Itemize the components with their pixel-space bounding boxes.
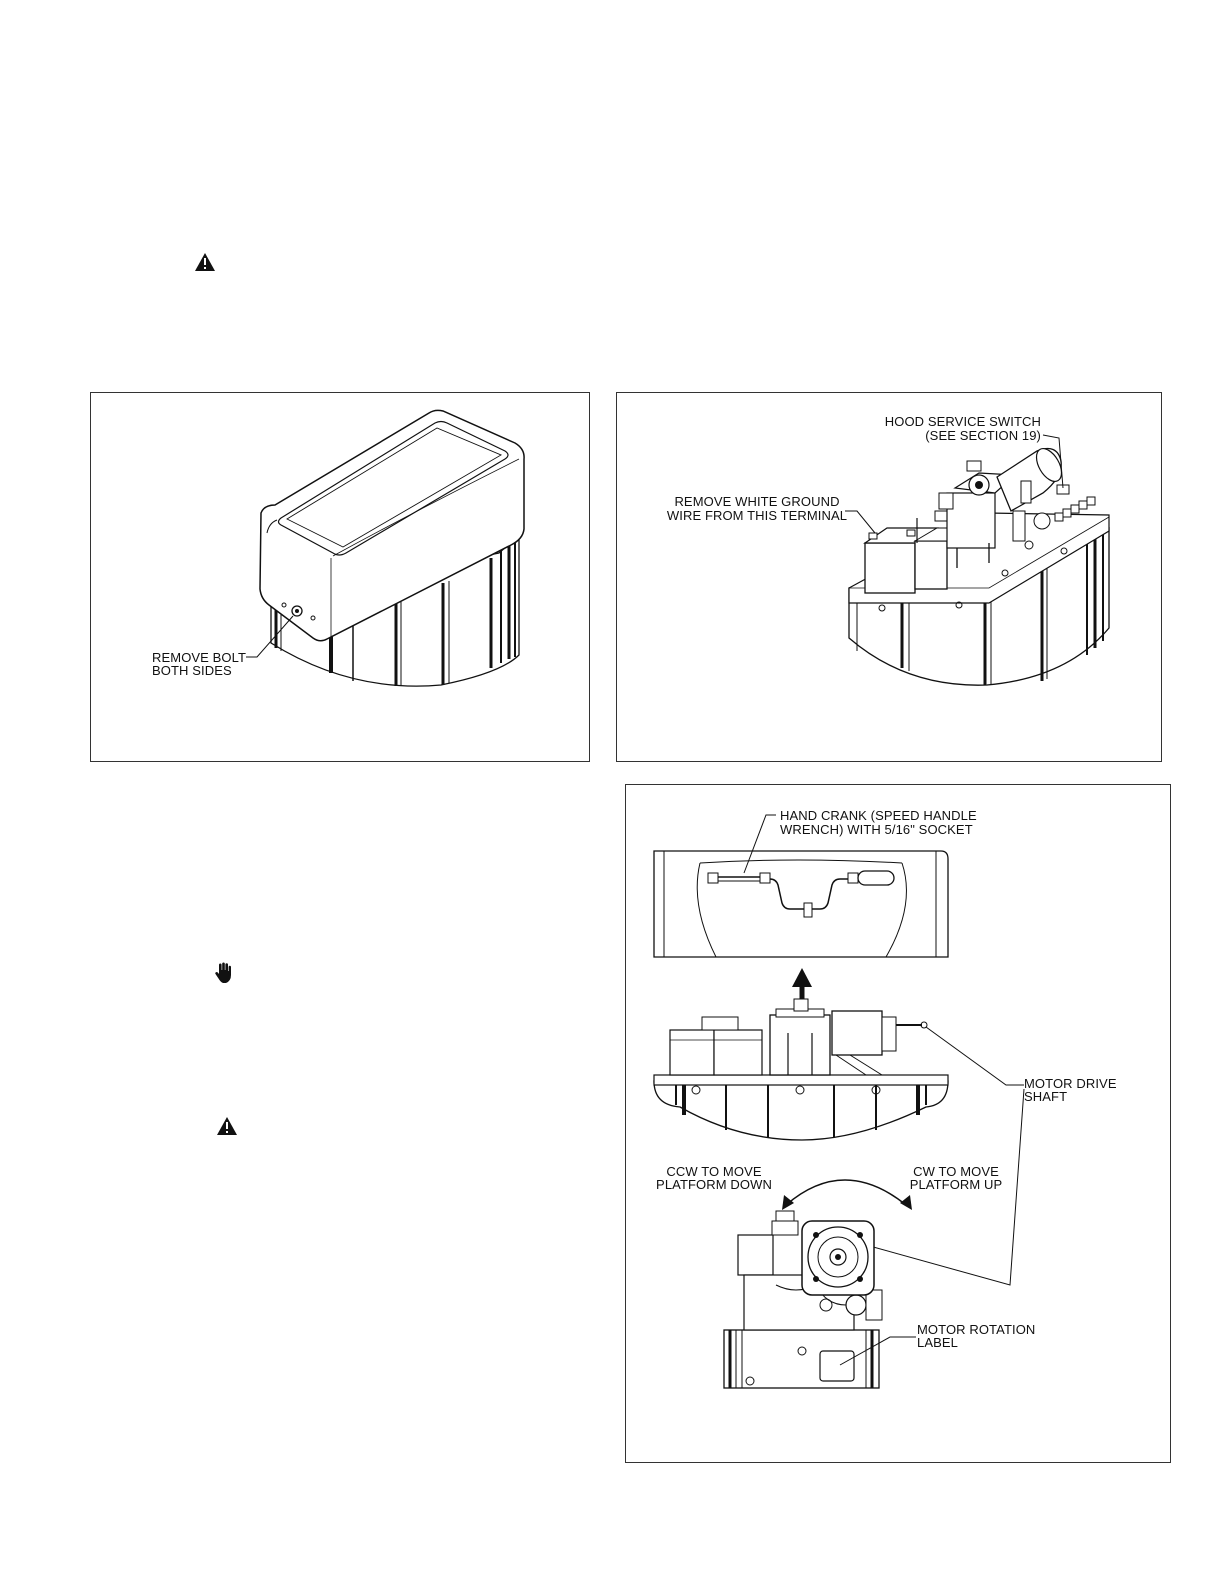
cw-label: CW TO MOVE xyxy=(913,1164,999,1179)
cw-label-2: PLATFORM UP xyxy=(909,1177,1003,1192)
motor-drive-shaft-label: MOTOR DRIVE xyxy=(1024,1076,1117,1091)
warning-triangle-icon xyxy=(194,252,216,272)
hand-crank-label-2: WRENCH) WITH 5/16" SOCKET xyxy=(780,822,973,837)
remove-bolt-label-2: BOTH SIDES xyxy=(152,663,232,678)
ccw-label: CCW TO MOVE xyxy=(666,1164,762,1179)
hood-service-switch-label: HOOD SERVICE SWITCH xyxy=(884,414,1041,429)
motor-rotation-label-2: LABEL xyxy=(917,1335,958,1350)
ground-wire-label: REMOVE WHITE GROUND xyxy=(674,494,840,509)
stop-hand-icon xyxy=(214,962,236,984)
hood-service-switch-label-2: (SEE SECTION 19) xyxy=(925,428,1041,443)
warning-triangle-icon xyxy=(216,1116,238,1136)
remove-bolt-label: REMOVE BOLT xyxy=(152,650,247,665)
ccw-label-2: PLATFORM DOWN xyxy=(656,1177,772,1192)
ground-wire-label-2: WIRE FROM THIS TERMINAL xyxy=(666,508,848,523)
hand-crank-drawing xyxy=(626,785,1172,1464)
pump-module-drawing xyxy=(617,393,1163,763)
figure-ground-wire xyxy=(616,392,1162,762)
hood-drawing xyxy=(91,393,591,763)
figure-hood-bolt xyxy=(90,392,590,762)
figure-hand-crank xyxy=(625,784,1171,1463)
motor-rotation-label: MOTOR ROTATION xyxy=(917,1322,1036,1337)
hand-crank-label: HAND CRANK (SPEED HANDLE xyxy=(780,808,977,823)
motor-drive-shaft-label-2: SHAFT xyxy=(1024,1089,1068,1104)
